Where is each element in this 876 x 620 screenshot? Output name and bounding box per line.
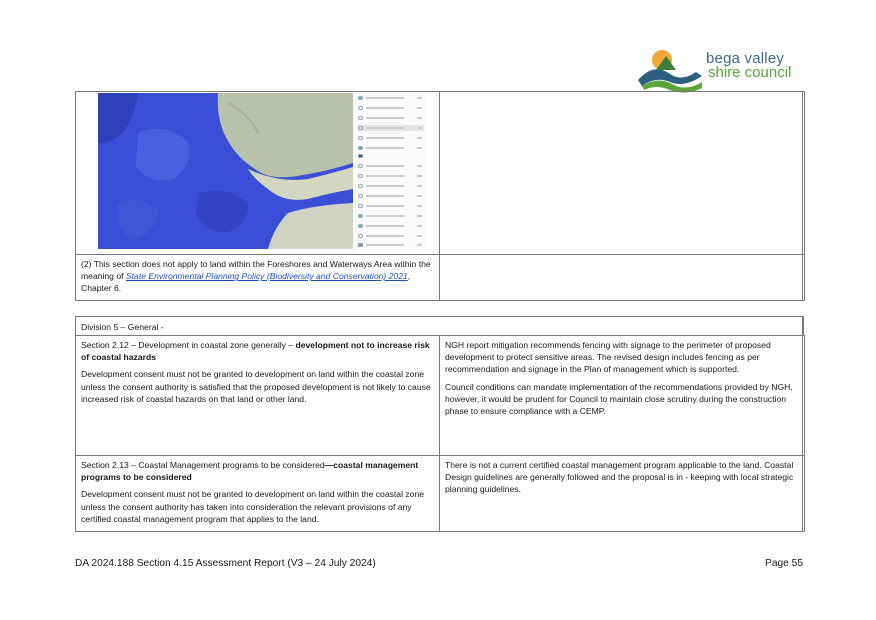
logo-hills-icon <box>636 42 706 94</box>
legend-row <box>358 153 424 159</box>
section-212-heading <box>81 339 434 363</box>
section-212-heading-plain: Section 2.12 – Development in coastal zone generally – <box>81 340 296 350</box>
section-213-heading-plain: Section 2.13 – Coastal Management programs to be considered <box>81 460 325 470</box>
logo-text-line2: shire council <box>708 64 792 81</box>
map-cell <box>75 91 440 255</box>
section-212-cell <box>75 335 440 456</box>
section-213-response-cell <box>439 455 805 532</box>
note-cell <box>75 254 440 301</box>
note-text: (2) This section does not apply to land within the Foreshores and Waterways Area within the meaning of <box>81 259 431 282</box>
legend-row <box>358 125 424 131</box>
legend-row <box>358 115 424 121</box>
division-title: Division 5 – General - <box>81 322 164 332</box>
map-table <box>75 91 803 301</box>
legend-row <box>358 145 424 151</box>
legend-row <box>358 173 424 179</box>
legend-row <box>358 213 424 219</box>
legend-row <box>358 183 424 189</box>
legend-row <box>358 203 424 209</box>
bega-valley-logo <box>636 42 806 94</box>
section-213-response-p1: There is not a current certified coastal management program applicable to the land. Coastal Design guidelines are generally followed and the proposal is in - keeping with local strategic planning guidelines. <box>445 460 794 495</box>
legend-row <box>358 95 424 101</box>
section-212-body: Development consent must not be granted to development on land within the coastal zone unless the consent authority is satisfied that the proposed development is not likely to cause increased risk of coastal hazards on that land or other land. <box>81 369 431 404</box>
section-213-heading <box>81 459 434 483</box>
coastal-map-image <box>98 93 353 249</box>
note-suffix: , Chapter 6. <box>81 271 411 294</box>
sepp-link[interactable]: State Environmental Planning Policy (Biodiversity and Conservation) 2021 <box>125 271 408 282</box>
legend-row <box>358 223 424 229</box>
legend-row <box>358 233 424 239</box>
division-table <box>75 316 803 532</box>
section-212-heading-bold: development not to increase risk of coastal hazards <box>81 340 430 363</box>
map-right-cell <box>439 91 805 255</box>
legend-row <box>358 135 424 141</box>
map-graphic <box>98 93 353 249</box>
footer-report-title: DA 2024.188 Section 4.15 Assessment Report (V3 – 24 July 2024) <box>75 558 376 569</box>
footer-page-number: Page 55 <box>765 558 803 569</box>
logo-text-line1: bega valley <box>706 50 785 67</box>
note-right-cell <box>439 254 805 301</box>
section-213-cell <box>75 455 440 532</box>
section-212-response-p1: NGH report mitigation recommends fencing with signage to the perimeter of proposed development to protect sensitive areas. The revised design includes fencing as per recommendation and signage in the Plan of management which is supported. <box>445 340 771 375</box>
section-213-body: Development consent must not be granted to development on land within the coastal zone unless the consent authority has taken into consideration the relevant provisions of any certified coastal management program that applies to the land. <box>81 489 425 524</box>
legend-row <box>358 242 424 248</box>
division-header-cell <box>75 316 804 336</box>
legend-row <box>358 193 424 199</box>
legend-row <box>358 105 424 111</box>
section-212-response-p2: Council conditions can mandate implementation of the recommendations provided by NGH, however, it would be prudent for Council to maintain close scrutiny during the construction phase to ensure compliance with a CEMP. <box>445 381 793 417</box>
section-213-heading-bold: —coastal management programs to be considered <box>81 460 419 483</box>
legend-row <box>358 163 424 169</box>
map-legend <box>354 93 426 249</box>
section-212-response-cell <box>439 335 805 456</box>
